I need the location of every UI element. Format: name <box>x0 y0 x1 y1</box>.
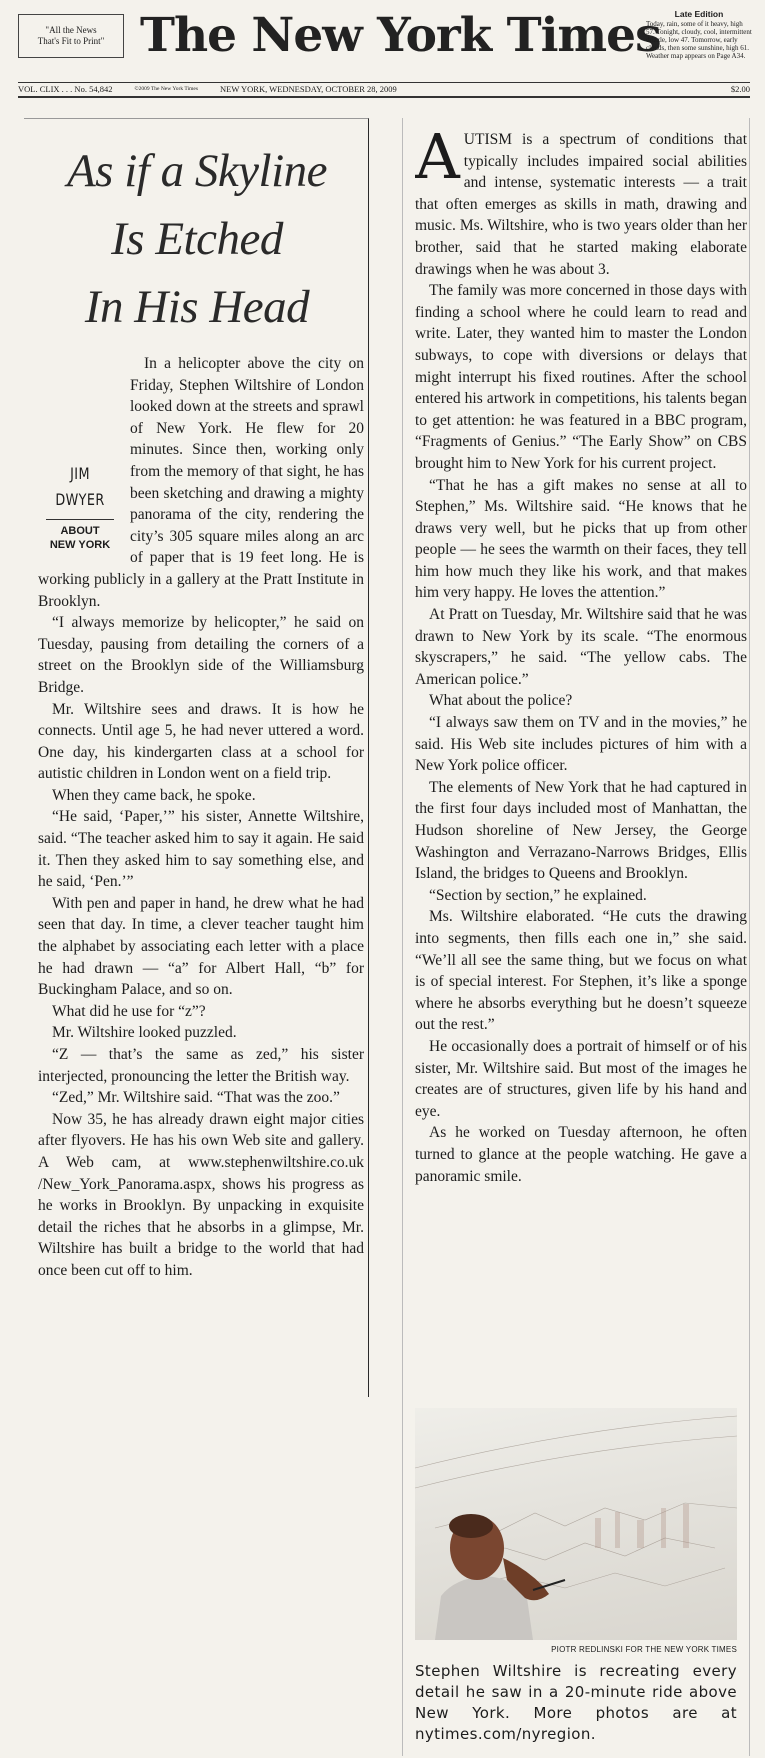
article-photo <box>415 1408 737 1640</box>
photo-caption: Stephen Wiltshire is recreating every detail he saw in a 20-minute ride above New York. More photos are at nytimes.com/nyregion. <box>415 1662 737 1743</box>
slogan-line-2: That's Fit to Print" <box>37 36 105 46</box>
paragraph: The family was more concerned in those days with finding a school where he could learn to read and write. Later, they wanted him to master the London subways, to cope with diversions or delays that might interrupt his fixed routines. After the school entered his artwork in competitions, his talents began to get attention: he was featured in a BBC program, “Fragments of Genius.” “The Early Show” on CBS brought him to New York for his current project. <box>415 282 747 472</box>
paragraph: What about the police? <box>429 692 573 710</box>
folio-line <box>18 82 750 98</box>
paragraph: “That he has a gift makes no sense at all to Stephen,” Ms. Wiltshire said. “He knows that he draws very well, but he picks that up from other people — he sees the warmth on their faces, they tell him how much they like his work, and that makes him very happy. He loves the attention.” <box>415 476 747 602</box>
masthead <box>18 6 750 96</box>
paragraph: The elements of New York that he had captured in the first four days included most of Manhattan, the Hudson shoreline of New Jersey, the George Washington and Verrazano-Narrows Bridges, Ellis Island, the bridges to Queens and Brooklyn. <box>415 778 747 883</box>
drop-cap: A <box>415 129 460 193</box>
article-body-left <box>38 353 364 1393</box>
column-sig <box>38 461 122 552</box>
headline <box>32 137 362 341</box>
paragraph: “I always memorize by helicopter,” he said on Tuesday, pausing from detailing the corners of a street on the Brooklyn side of the Williamsburg Bridge. <box>38 614 364 696</box>
paragraph: “Z — that’s the same as zed,” his sister interjected, pronouncing the letter the British way. <box>38 1046 364 1085</box>
column-name <box>38 524 122 552</box>
paragraph: He occasionally does a portrait of himself or of his sister, Mr. Wiltshire said. But most of the images he creates are of structures, given life by his hand and eye. <box>415 1037 747 1120</box>
masthead-ear-left <box>18 14 124 58</box>
paragraph: Ms. Wiltshire elaborated. “He cuts the drawing into segments, then fills each one in,” she said. “We’ll all see the same thing, but we focus on what is of special interest. For Stephen, it’s like a sponge where he absorbs everything but he doesn’t squeeze out the rest.” <box>415 908 747 1034</box>
copyright-notice: ©2009 The New York Times <box>134 86 198 92</box>
dateline: NEW YORK, WEDNESDAY, OCTOBER 28, 2009 <box>219 84 397 94</box>
paragraph-text: UTISM is a spectrum of conditions that typically includes impaired social abilities and intense, systematic interests — a trait that often emerges as skills in math, drawing and music. Ms. Wiltshire, who is two years older than her brother, said that he started making elaborate drawings when he was about 3. <box>415 131 747 278</box>
paragraph: When they came back, he spoke. <box>52 786 256 804</box>
edition-label: Late Edition <box>674 9 724 19</box>
paragraph: Now 35, he has already drawn eight major cities after flyovers. He has his own Web site and gallery. A Web cam, at www.stephenwiltshire.co.uk /New_York_Panorama.aspx, shows his progress as he works in Brooklyn. By unpacking in exquisite detail the riches that he absorbs in a glimpse, Mr. Wiltshire has built a bridge to the world that had once been cut off to him. <box>38 1110 364 1279</box>
slogan-line-1: "All the News <box>45 25 97 35</box>
paragraph: “He said, ‘Paper,’” his sister, Annette Wiltshire, said. “The teacher asked him to say it again. He said it. Then they asked him to say something else, and he said, ‘Pen.’” <box>38 808 364 891</box>
column-name-line-1: ABOUT <box>60 525 100 537</box>
volume-number: VOL. CLIX . . . No. 54,842 <box>18 84 113 94</box>
paragraph: “I always saw them on TV and in the movies,” he said. His Web site includes pictures of him with a New York police officer. <box>415 714 747 775</box>
headline-line-1: As if a Skyline <box>66 145 328 197</box>
byline-last: DWYER <box>55 490 105 509</box>
paragraph: At Pratt on Tuesday, Mr. Wiltshire said that he was drawn to New York by its scale. “The enormous skyscrapers,” he said. “The yellow cabs. The American police.” <box>415 606 747 688</box>
paragraph: What did he use for “z”? <box>52 1002 206 1020</box>
article-body-right <box>415 129 747 1399</box>
paragraph <box>415 129 747 280</box>
byline <box>46 461 113 513</box>
headline-line-3: In His Head <box>84 281 310 333</box>
article-column-right <box>402 118 750 1756</box>
weather-summary: Today, rain, some of it heavy, high 57. Tonight, cloudy, cool, intermittent drizzle, low 47. Tomorrow, early clouds, then some sunshine, high 61. Weather map appears on Page A34. <box>646 20 752 60</box>
paragraph: As he worked on Tuesday afternoon, he often turned to glance at the people watching. He gave a panoramic smile. <box>415 1124 747 1185</box>
paragraph: In a helicopter above the city on Friday, Stephen Wiltshire of London looked down at the streets and sprawl of New York. He flew for 20 minutes. Since then, working only from the memory of that sight, he has been sketching and drawing a mighty panorama of the city, rendering the city’s 305 square miles along an arc of paper that is 19 feet long. He is working publicly in a gallery at the Pratt Institute in Brooklyn. <box>38 355 364 610</box>
article-column-left <box>24 118 369 1397</box>
column-name-line-2: NEW YORK <box>49 539 111 551</box>
price: $2.00 <box>730 84 750 94</box>
paragraph: Mr. Wiltshire sees and draws. It is how he connects. Until age 5, he had never uttered a word. One day, his kindergarten class at a school for autistic children in London went on a field trip. <box>38 700 364 783</box>
sig-divider <box>46 519 114 520</box>
sketch-panorama-illustration <box>415 1408 737 1640</box>
paragraph: “Zed,” Mr. Wiltshire said. “That was the zoo.” <box>52 1089 340 1107</box>
photo-credit: PIOTR REDLINSKI FOR THE NEW YORK TIMES <box>551 1645 737 1654</box>
paragraph: Mr. Wiltshire looked puzzled. <box>52 1024 237 1042</box>
headline-line-2: Is Etched <box>111 213 283 265</box>
masthead-ear-right <box>646 10 752 60</box>
newspaper-nameplate: The New York Times <box>140 8 661 63</box>
paragraph: With pen and paper in hand, he drew what he had seen that day. In time, a clever teacher taught him the alphabet by associating each letter with a place he had drawn — “a” for Albert Hall, “b” for Buckingham Palace, and so on. <box>38 894 364 999</box>
paragraph: “Section by section,” he explained. <box>429 886 647 904</box>
artist-figure <box>435 1514 565 1640</box>
byline-first: JIM <box>70 464 90 483</box>
